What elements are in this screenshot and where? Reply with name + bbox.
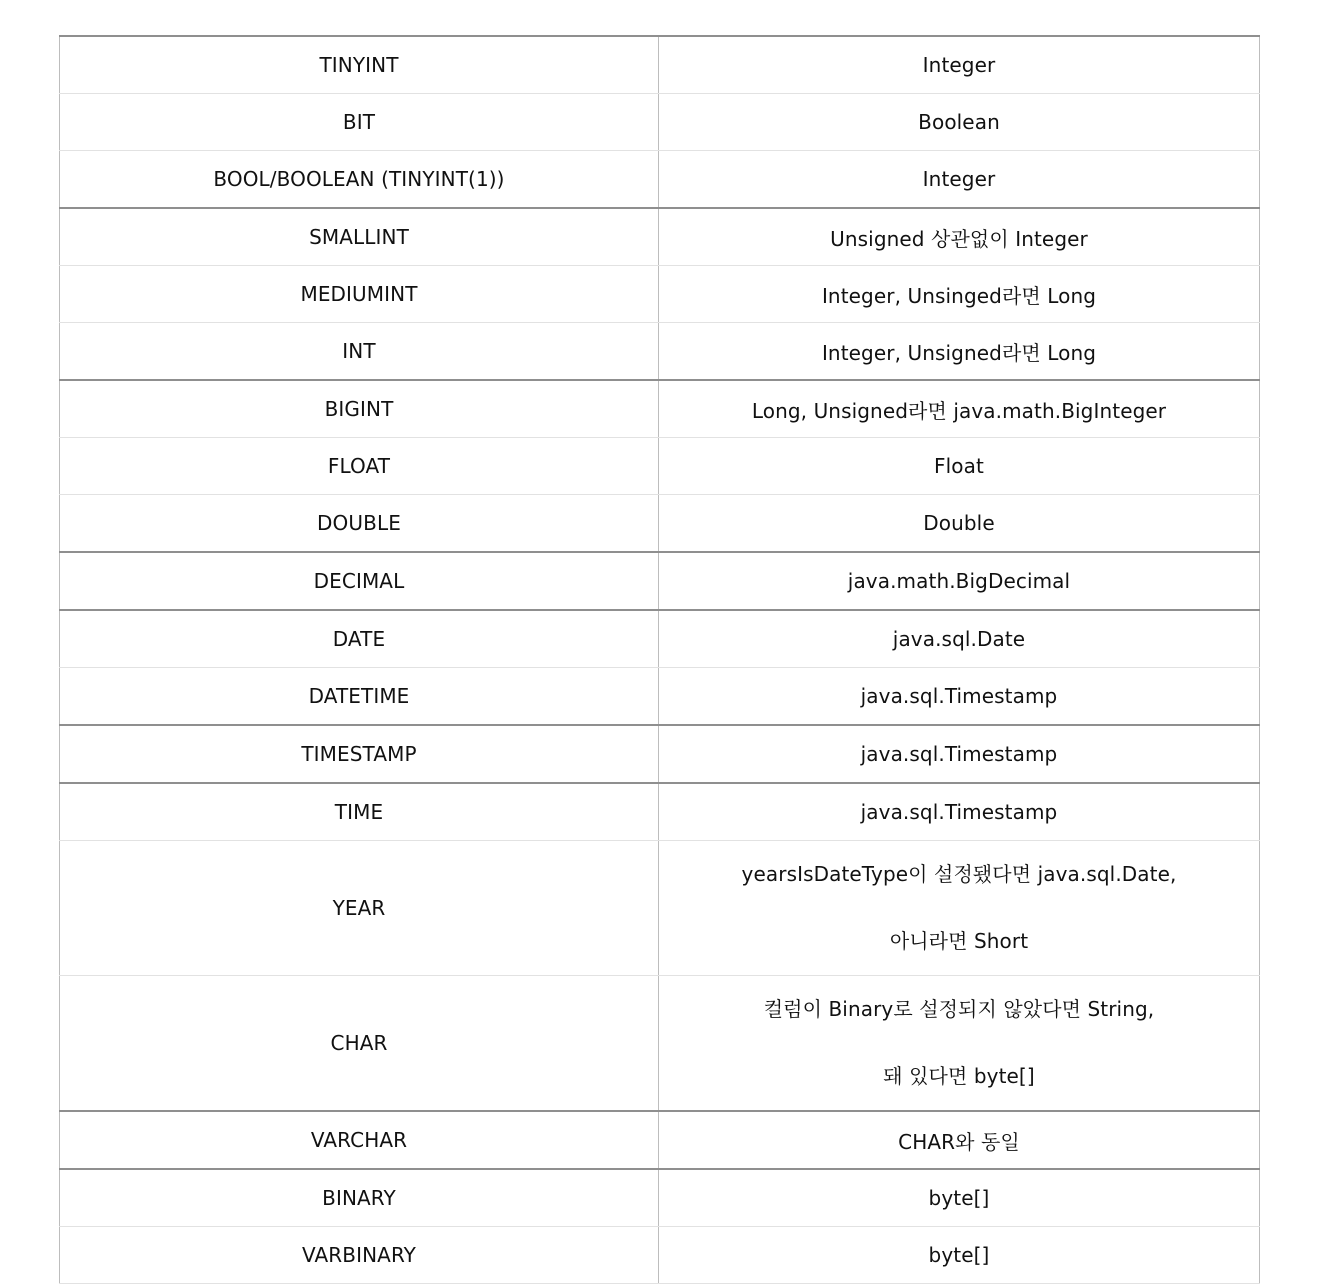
java-type-cell: CHAR와 동일 — [659, 1111, 1260, 1169]
sql-type-cell: CHAR — [60, 976, 659, 1112]
sql-type-cell: YEAR — [60, 841, 659, 976]
java-type-cell: Long, Unsigned라면 java.math.BigInteger — [659, 380, 1260, 438]
table-row — [60, 976, 1260, 1112]
java-type-cell: java.sql.Timestamp — [659, 725, 1260, 783]
java-type-cell — [659, 841, 1260, 976]
sql-type-cell: TIMESTAMP — [60, 725, 659, 783]
java-type-cell: java.math.BigDecimal — [659, 552, 1260, 610]
type-mapping-table — [59, 35, 1260, 1284]
sql-type-cell: VARCHAR — [60, 1111, 659, 1169]
table-row — [60, 841, 1260, 976]
java-type-cell: java.sql.Timestamp — [659, 668, 1260, 726]
java-type-cell: Integer — [659, 36, 1260, 94]
table-row — [60, 151, 1260, 209]
sql-type-cell: BINARY — [60, 1169, 659, 1227]
table-row — [60, 208, 1260, 266]
sql-type-cell: DATETIME — [60, 668, 659, 726]
java-type-cell — [659, 976, 1260, 1112]
java-type-line: 돼 있다면 byte[] — [883, 1064, 1035, 1088]
sql-type-cell: SMALLINT — [60, 208, 659, 266]
table-row — [60, 610, 1260, 668]
table-row — [60, 495, 1260, 553]
java-type-cell: java.sql.Date — [659, 610, 1260, 668]
java-type-cell: Float — [659, 438, 1260, 495]
table-row — [60, 783, 1260, 841]
sql-type-cell: VARBINARY — [60, 1227, 659, 1284]
table-row — [60, 1227, 1260, 1284]
java-type-line: yearsIsDateType이 설정됐다면 java.sql.Date, — [741, 862, 1177, 886]
sql-type-cell: TINYINT — [60, 36, 659, 94]
java-type-cell: byte[] — [659, 1169, 1260, 1227]
java-type-cell: Integer, Unsigned라면 Long — [659, 323, 1260, 381]
table-row — [60, 380, 1260, 438]
java-type-cell: java.sql.Timestamp — [659, 783, 1260, 841]
java-type-cell: Integer, Unsinged라면 Long — [659, 266, 1260, 323]
java-type-cell: Integer — [659, 151, 1260, 209]
sql-type-cell: TIME — [60, 783, 659, 841]
sql-type-cell: DATE — [60, 610, 659, 668]
sql-type-cell: BIT — [60, 94, 659, 151]
java-type-cell: Double — [659, 495, 1260, 553]
java-type-cell: Boolean — [659, 94, 1260, 151]
sql-type-cell: BIGINT — [60, 380, 659, 438]
java-type-cell: Unsigned 상관없이 Integer — [659, 208, 1260, 266]
table-row — [60, 266, 1260, 323]
table-row — [60, 1111, 1260, 1169]
sql-type-cell: INT — [60, 323, 659, 381]
sql-type-cell: DECIMAL — [60, 552, 659, 610]
table-row — [60, 94, 1260, 151]
java-type-cell: byte[] — [659, 1227, 1260, 1284]
table-row — [60, 438, 1260, 495]
table-row — [60, 725, 1260, 783]
table-row — [60, 36, 1260, 94]
sql-type-cell: FLOAT — [60, 438, 659, 495]
sql-type-cell: MEDIUMINT — [60, 266, 659, 323]
sql-type-cell: DOUBLE — [60, 495, 659, 553]
table-row — [60, 1169, 1260, 1227]
table-row — [60, 552, 1260, 610]
java-type-line: 컬럼이 Binary로 설정되지 않았다면 String, — [763, 997, 1155, 1021]
sql-type-cell: BOOL/BOOLEAN (TINYINT(1)) — [60, 151, 659, 209]
table-row — [60, 668, 1260, 726]
java-type-line: 아니라면 Short — [889, 929, 1029, 953]
table-row — [60, 323, 1260, 381]
